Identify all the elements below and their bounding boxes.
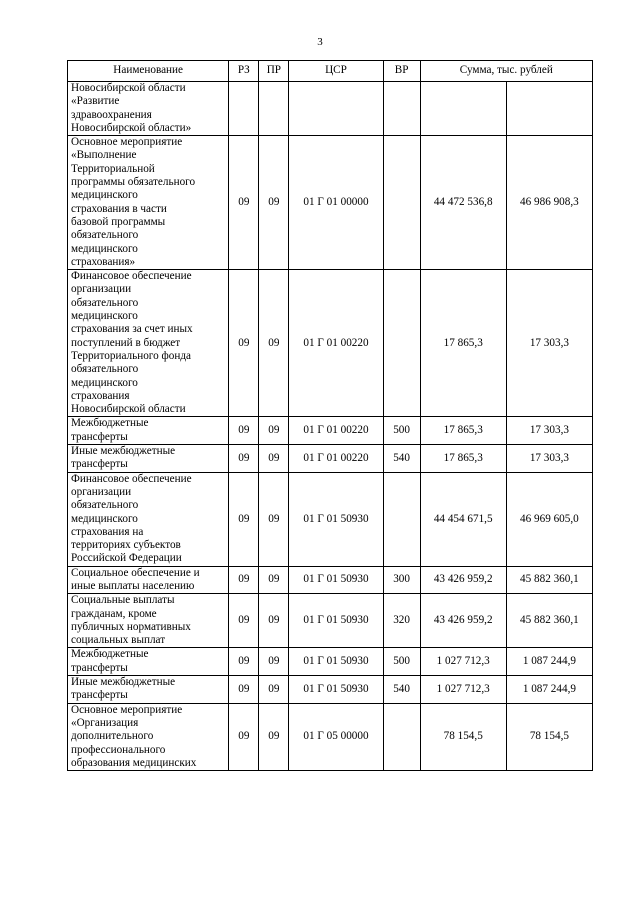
table-header-row — [68, 61, 593, 82]
cell-name-line: Межбюджетные — [71, 648, 149, 661]
cell-name-line: здравоохранения — [71, 108, 152, 121]
cell-name-line: «Выполнение — [71, 149, 137, 162]
cell-name-line: социальных выплат — [71, 634, 166, 647]
table-row — [68, 648, 593, 676]
table-row — [68, 566, 593, 594]
cell-rz: 09 — [229, 472, 259, 566]
cell-name-line: поступлений в бюджет — [71, 336, 181, 349]
table-row — [68, 445, 593, 473]
cell-csr: 01 Г 01 50930 — [289, 676, 383, 704]
cell-sum2: 45 882 360,1 — [506, 566, 592, 594]
cell-csr: 01 Г 01 00220 — [289, 445, 383, 473]
cell-name-line: программы обязательного — [71, 176, 196, 189]
cell-vr — [383, 136, 420, 270]
cell-sum2: 46 969 605,0 — [506, 472, 592, 566]
cell-rz: 09 — [229, 445, 259, 473]
header-pr: ПР — [259, 61, 289, 82]
cell-sum1: 44 472 536,8 — [420, 136, 506, 270]
cell-sum1: 1 027 712,3 — [420, 648, 506, 676]
cell-name-line: Новосибирской области» — [71, 121, 192, 134]
table-row — [68, 136, 593, 270]
cell-pr: 09 — [259, 566, 289, 594]
cell-name — [68, 703, 229, 770]
cell-sum1: 43 426 959,2 — [420, 594, 506, 648]
cell-name-line: «Развитие — [71, 95, 120, 108]
cell-name-line: Российской Федерации — [71, 552, 182, 565]
cell-pr: 09 — [259, 703, 289, 770]
cell-sum2: 46 986 908,3 — [506, 136, 592, 270]
cell-name — [68, 136, 229, 270]
cell-name-line: страхования» — [71, 255, 136, 268]
cell-sum2: 17 303,3 — [506, 270, 592, 417]
cell-name-line: публичных нормативных — [71, 620, 191, 633]
cell-name-line: страхования — [71, 389, 130, 402]
cell-sum1: 17 865,3 — [420, 445, 506, 473]
cell-vr — [383, 82, 420, 136]
cell-name-line: Новосибирской области — [71, 403, 186, 416]
cell-vr — [383, 270, 420, 417]
cell-sum1: 78 154,5 — [420, 703, 506, 770]
cell-rz — [229, 82, 259, 136]
cell-pr: 09 — [259, 472, 289, 566]
cell-sum2: 17 303,3 — [506, 417, 592, 445]
cell-name-line: территориях субъектов — [71, 539, 181, 552]
cell-name-line: организации — [71, 485, 132, 498]
cell-name — [68, 445, 229, 473]
cell-sum1 — [420, 82, 506, 136]
table-row — [68, 82, 593, 136]
table-row — [68, 270, 593, 417]
cell-pr: 09 — [259, 594, 289, 648]
cell-name-line: трансферты — [71, 430, 128, 443]
cell-name-line: медицинского — [71, 512, 138, 525]
cell-name-line: медицинского — [71, 310, 138, 323]
header-vr: ВР — [383, 61, 420, 82]
cell-name-line: страхования на — [71, 525, 144, 538]
cell-name — [68, 566, 229, 594]
cell-pr: 09 — [259, 445, 289, 473]
cell-name-line: страхования за счет иных — [71, 323, 193, 336]
cell-vr: 540 — [383, 676, 420, 704]
cell-pr: 09 — [259, 136, 289, 270]
cell-name-line: Территориальной — [71, 162, 155, 175]
cell-csr: 01 Г 01 50930 — [289, 566, 383, 594]
cell-pr: 09 — [259, 270, 289, 417]
cell-name-line: дополнительного — [71, 730, 154, 743]
cell-name-line: трансферты — [71, 458, 128, 471]
cell-rz: 09 — [229, 703, 259, 770]
cell-sum1: 17 865,3 — [420, 270, 506, 417]
table-row — [68, 594, 593, 648]
cell-sum1: 44 454 671,5 — [420, 472, 506, 566]
cell-sum2: 1 087 244,9 — [506, 648, 592, 676]
cell-name-line: образования медицинских — [71, 756, 197, 769]
cell-name-line: Основное мероприятие — [71, 136, 183, 149]
cell-rz: 09 — [229, 566, 259, 594]
header-name: Наименование — [68, 61, 229, 82]
cell-name — [68, 417, 229, 445]
cell-name-line: обязательного — [71, 363, 139, 376]
cell-name-line: Иные межбюджетные — [71, 676, 176, 689]
cell-name-line: базовой программы — [71, 215, 166, 228]
cell-sum2 — [506, 82, 592, 136]
cell-name-line: Социальные выплаты — [71, 594, 175, 607]
cell-name-line: Основное мероприятие — [71, 703, 183, 716]
cell-pr: 09 — [259, 676, 289, 704]
cell-vr — [383, 472, 420, 566]
cell-rz: 09 — [229, 676, 259, 704]
cell-name-line: «Организация — [71, 716, 139, 729]
cell-name-line: обязательного — [71, 296, 139, 309]
cell-name-line: трансферты — [71, 661, 128, 674]
cell-name-line: страхования в части — [71, 202, 167, 215]
cell-vr: 540 — [383, 445, 420, 473]
cell-sum2: 78 154,5 — [506, 703, 592, 770]
cell-csr: 01 Г 01 50930 — [289, 472, 383, 566]
table-row — [68, 703, 593, 770]
cell-name-line: профессионального — [71, 743, 166, 756]
cell-name — [68, 648, 229, 676]
cell-pr — [259, 82, 289, 136]
cell-vr: 300 — [383, 566, 420, 594]
cell-name-line: организации — [71, 283, 132, 296]
cell-name-line: медицинского — [71, 189, 138, 202]
cell-name — [68, 676, 229, 704]
cell-name — [68, 270, 229, 417]
cell-name-line: Социальное обеспечение и — [71, 566, 200, 579]
cell-name-line: обязательного — [71, 229, 139, 242]
cell-name-line: Финансовое обеспечение — [71, 472, 192, 485]
cell-csr: 01 Г 05 00000 — [289, 703, 383, 770]
cell-name-line: гражданам, кроме — [71, 607, 157, 620]
table-row — [68, 676, 593, 704]
cell-sum1: 43 426 959,2 — [420, 566, 506, 594]
cell-name-line: обязательного — [71, 499, 139, 512]
cell-name-line: медицинского — [71, 376, 138, 389]
cell-vr: 500 — [383, 648, 420, 676]
cell-csr: 01 Г 01 00220 — [289, 417, 383, 445]
table-row — [68, 417, 593, 445]
table-row — [68, 472, 593, 566]
header-rz: РЗ — [229, 61, 259, 82]
cell-sum2: 17 303,3 — [506, 445, 592, 473]
budget-table — [67, 60, 593, 771]
page-number: 3 — [317, 36, 323, 48]
cell-rz: 09 — [229, 648, 259, 676]
header-sum: Сумма, тыс. рублей — [420, 61, 592, 82]
cell-name — [68, 594, 229, 648]
cell-name-line: Финансовое обеспечение — [71, 270, 192, 283]
cell-name-line: Территориального фонда — [71, 349, 191, 362]
cell-csr: 01 Г 01 50930 — [289, 648, 383, 676]
cell-name-line: Иные межбюджетные — [71, 445, 176, 458]
cell-name — [68, 82, 229, 136]
cell-name-line: медицинского — [71, 242, 138, 255]
cell-vr: 320 — [383, 594, 420, 648]
cell-csr: 01 Г 01 00000 — [289, 136, 383, 270]
cell-name-line: иные выплаты населению — [71, 579, 195, 592]
cell-sum1: 17 865,3 — [420, 417, 506, 445]
cell-csr — [289, 82, 383, 136]
table-body — [68, 82, 593, 771]
cell-rz: 09 — [229, 594, 259, 648]
cell-rz: 09 — [229, 417, 259, 445]
cell-csr: 01 Г 01 50930 — [289, 594, 383, 648]
cell-name-line: трансферты — [71, 689, 128, 702]
cell-sum2: 45 882 360,1 — [506, 594, 592, 648]
cell-sum2: 1 087 244,9 — [506, 676, 592, 704]
cell-pr: 09 — [259, 648, 289, 676]
cell-rz: 09 — [229, 270, 259, 417]
cell-vr — [383, 703, 420, 770]
cell-vr: 500 — [383, 417, 420, 445]
cell-pr: 09 — [259, 417, 289, 445]
header-csr: ЦСР — [289, 61, 383, 82]
cell-sum1: 1 027 712,3 — [420, 676, 506, 704]
cell-name-line: Межбюджетные — [71, 417, 149, 430]
cell-name-line: Новосибирской области — [71, 82, 186, 94]
cell-rz: 09 — [229, 136, 259, 270]
cell-csr: 01 Г 01 00220 — [289, 270, 383, 417]
cell-name — [68, 472, 229, 566]
